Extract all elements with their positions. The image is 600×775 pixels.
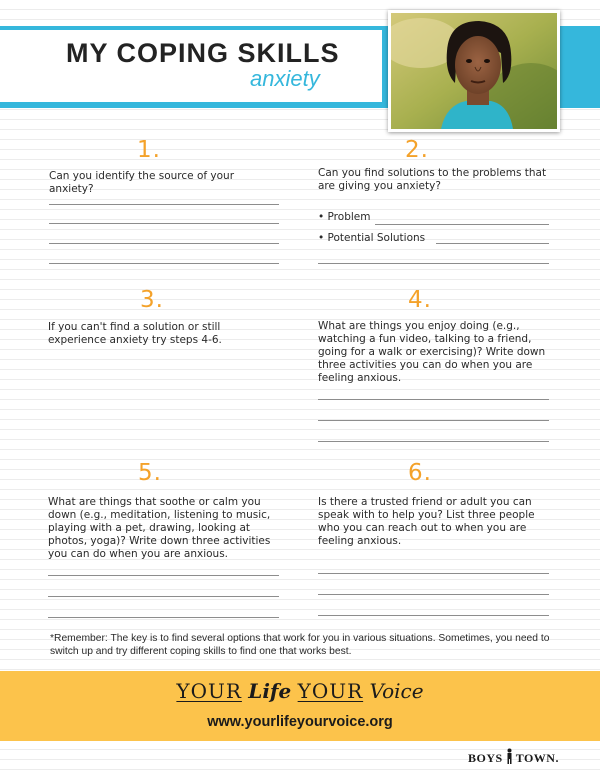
- step-question-6: Is there a trusted friend or adult you can speak with to help you? List three people who you can reach out to when you are feeling anxious.: [318, 496, 535, 547]
- answer-line[interactable]: [49, 223, 279, 224]
- answer-line[interactable]: [318, 263, 549, 264]
- step-question-4: What are things you enjoy doing (e.g., watching a fun video, talking to a friend, going for a walk or exercising)? Write down three activities you can do when you are feeling anxious.: [318, 320, 546, 384]
- answer-line[interactable]: [49, 243, 279, 244]
- step-question-5: What are things that soothe or calm you down (e.g., meditation, listening to music, playing with a pet, drawing, looking at photos, yoga)? Write down three activities you can do when you are anxious.: [48, 496, 271, 560]
- website-link[interactable]: www.yourlifeyourvoice.org: [207, 714, 393, 730]
- problem-answer-line[interactable]: [375, 224, 549, 225]
- solutions-answer-line[interactable]: [436, 243, 549, 244]
- step-question-1: Can you identify the source of your anxiety?: [49, 170, 235, 195]
- boys-town-logo: [468, 748, 559, 768]
- step-number-5: 5.: [138, 460, 162, 486]
- step-number-1: 1.: [137, 137, 161, 163]
- answer-line[interactable]: [48, 596, 279, 597]
- step-number-6: 6.: [408, 460, 432, 486]
- answer-line[interactable]: [48, 617, 279, 618]
- brand-your-2: YOUR: [297, 679, 364, 703]
- answer-line[interactable]: [48, 575, 279, 576]
- page-title: MY COPING SKILLS: [66, 38, 340, 68]
- answer-line[interactable]: [318, 441, 549, 442]
- answer-line[interactable]: [318, 594, 549, 595]
- answer-line[interactable]: [318, 420, 549, 421]
- remember-note: *Remember: The key is to find several options that work for you in various situations. Sometimes, you need to switch up and try different coping skills to find one that works best.: [50, 633, 550, 657]
- boys-town-left: BOYS: [468, 750, 503, 765]
- answer-line[interactable]: [318, 573, 549, 574]
- solutions-label: • Potential Solutions: [318, 232, 426, 244]
- step-number-4: 4.: [408, 287, 432, 313]
- step-question-3: If you can't find a solution or still experience anxiety try steps 4-6.: [48, 321, 222, 346]
- brand-your: YOUR: [176, 679, 242, 703]
- boys-town-right: TOWN.: [515, 750, 559, 765]
- brand-life: Life: [248, 679, 292, 703]
- answer-line[interactable]: [49, 263, 279, 264]
- figure-icon: [505, 748, 514, 768]
- problem-label: • Problem: [318, 211, 371, 223]
- answer-line[interactable]: [318, 615, 549, 616]
- brand-voice: Voice: [369, 679, 424, 703]
- brand-logo: [0, 679, 600, 703]
- step-question-2: Can you find solutions to the problems that are giving you anxiety?: [318, 167, 547, 192]
- portrait-photo: [388, 10, 560, 132]
- answer-line[interactable]: [318, 399, 549, 400]
- page-subtitle: anxiety: [250, 66, 320, 91]
- step-number-3: 3.: [140, 287, 164, 313]
- step-number-2: 2.: [405, 137, 429, 163]
- answer-line[interactable]: [49, 204, 279, 205]
